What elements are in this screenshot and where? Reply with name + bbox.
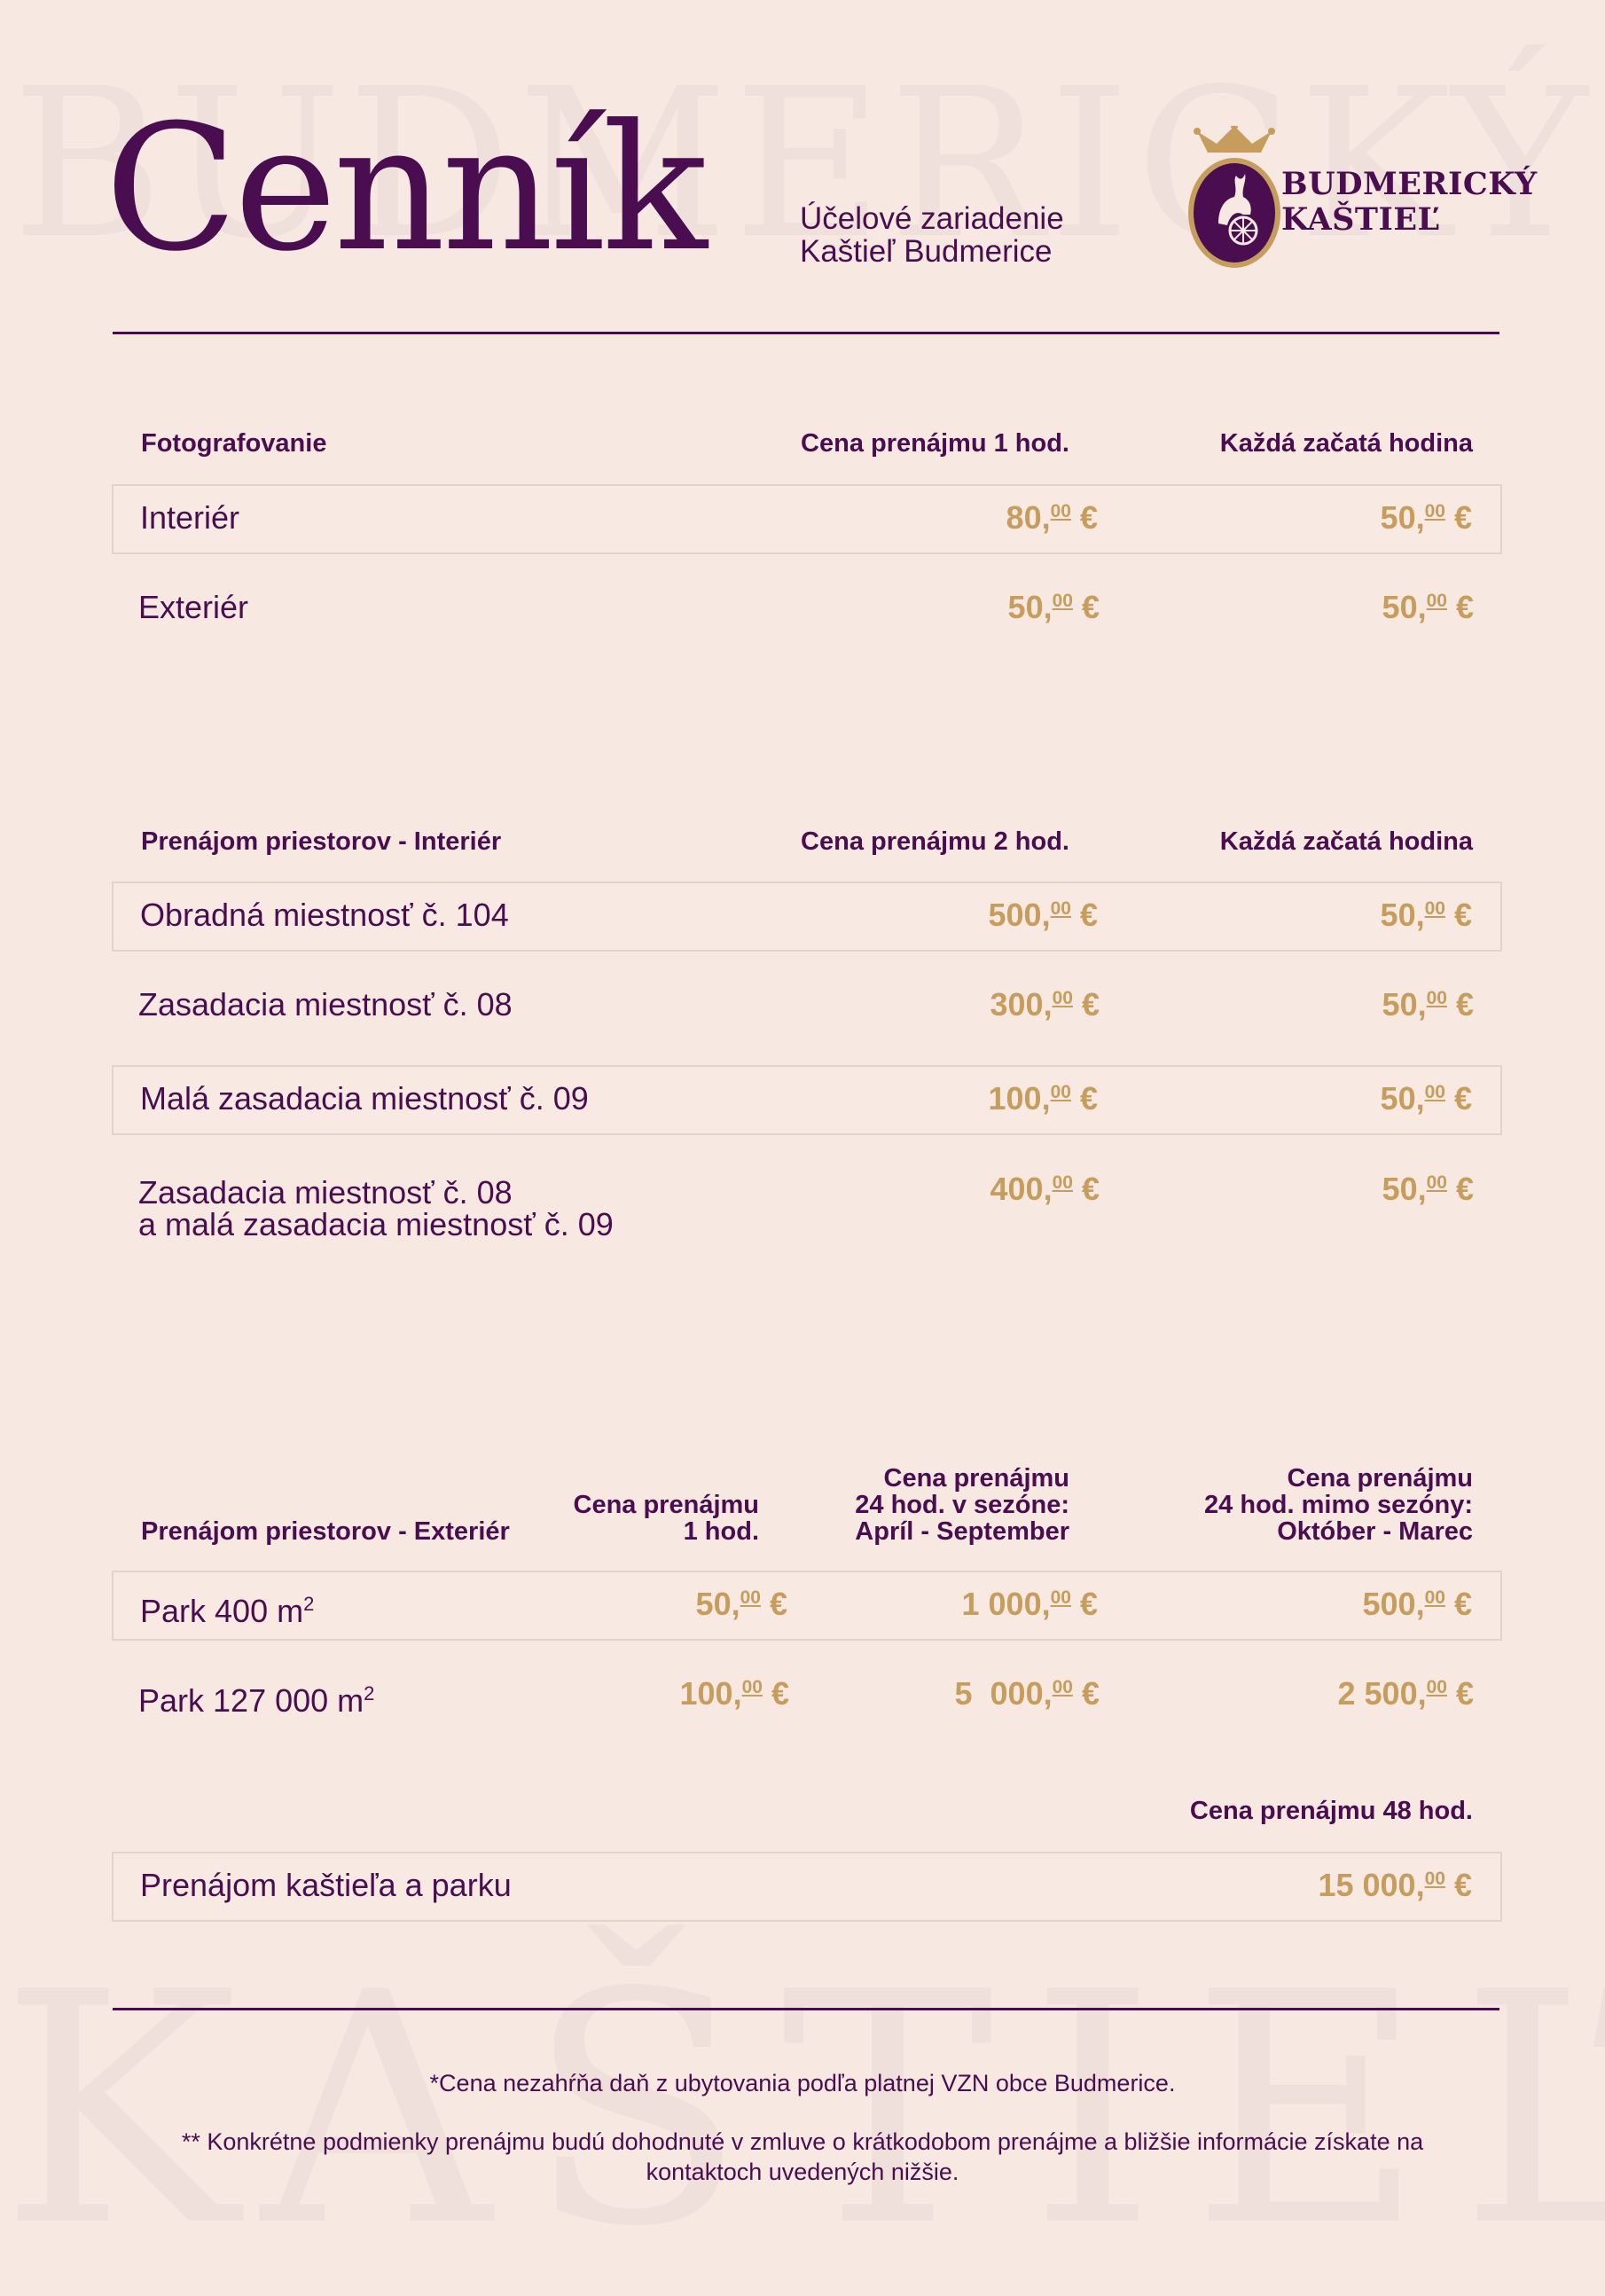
page-title: Cenník xyxy=(105,88,704,290)
footnote-2-line-2: kontaktoch uvedených nižšie. xyxy=(646,2159,959,2185)
price: 80,00 € xyxy=(1006,499,1098,536)
section-exterior-col3: Cena prenájmu 24 hod. mimo sezóny: Október - Marec xyxy=(1204,1464,1473,1546)
row-name: Zasadacia miestnosť č. 08 xyxy=(138,986,513,1023)
row-name xyxy=(138,1174,614,1242)
price: 50,00 € xyxy=(695,1586,787,1622)
row-name-line-1: Zasadacia miestnosť č. 08 xyxy=(138,1174,513,1211)
subtitle-line-2: Kaštieľ Budmerice xyxy=(800,234,1053,269)
price: 50,00 € xyxy=(1382,986,1474,1023)
table-row xyxy=(112,576,1502,646)
table-row xyxy=(112,1662,1502,1732)
row-name: Exteriér xyxy=(138,589,249,625)
price: 100,00 € xyxy=(988,1080,1098,1117)
table-row xyxy=(112,1065,1502,1135)
price: 15 000,00 € xyxy=(1318,1867,1472,1903)
price: 100,00 € xyxy=(679,1675,789,1712)
row-name: Malá zasadacia miestnosť č. 09 xyxy=(140,1080,589,1117)
price: 50,00 € xyxy=(1007,589,1100,625)
price: 500,00 € xyxy=(1362,1586,1472,1622)
castle-logo-icon xyxy=(1172,126,1296,268)
table-row xyxy=(112,484,1502,554)
row-name: Obradná miestnosť č. 104 xyxy=(140,897,509,933)
section-interior-col1: Cena prenájmu 2 hod. xyxy=(801,827,1069,856)
section-exterior-title: Prenájom priestorov - Exteriér xyxy=(141,1517,510,1546)
row-name: Interiér xyxy=(140,499,240,536)
brand-line-2: KAŠTIEĽ xyxy=(1281,201,1440,238)
table-row xyxy=(112,1852,1502,1922)
price: 50,00 € xyxy=(1382,1171,1474,1207)
price: 50,00 € xyxy=(1380,1080,1472,1117)
table-row xyxy=(112,973,1502,1043)
subtitle-line-1: Účelové zariadenie xyxy=(800,201,1064,236)
section-interior-col2: Každá začatá hodina xyxy=(1219,827,1473,856)
section-castle-col: Cena prenájmu 48 hod. xyxy=(1189,1797,1473,1825)
footnote-2-line-1: ** Konkrétne podmienky prenájmu budú dohodnuté v zmluve o krátkodobom prenájme a bližšie informácie získate na xyxy=(181,2128,1424,2155)
price: 50,00 € xyxy=(1380,499,1472,536)
price: 1 000,00 € xyxy=(961,1586,1098,1622)
header-divider xyxy=(113,332,1499,334)
table-row xyxy=(112,1157,1502,1255)
section-exterior-col2: Cena prenájmu 24 hod. v sezóne: Apríl - September xyxy=(855,1464,1069,1546)
footnote-1: *Cena nezahŕňa daň z ubytovania podľa platnej VZN obce Budmerice. xyxy=(429,2070,1176,2096)
row-name: Park 400 $m^2$ xyxy=(140,1593,315,1629)
row-name-line-2: a malá zasadacia miestnosť č. 09 xyxy=(138,1206,614,1242)
section-interior-title: Prenájom priestorov - Interiér xyxy=(141,827,502,856)
footnote-2 xyxy=(0,2127,1605,2187)
footer-divider xyxy=(113,2008,1499,2010)
brand-name xyxy=(1281,167,1538,238)
table-row xyxy=(112,882,1502,952)
section-photo-col2: Každá začatá hodina xyxy=(1219,429,1473,458)
watermark-bottom xyxy=(0,1924,1605,2296)
row-name: Park 127 000 $m^2$ xyxy=(138,1682,375,1719)
price: 5 000,00 € xyxy=(954,1675,1100,1712)
subtitle xyxy=(800,202,1064,268)
section-photo-title: Fotografovanie xyxy=(141,429,327,458)
brand-line-1: BUDMERICKÝ xyxy=(1281,166,1538,202)
price: 500,00 € xyxy=(988,897,1098,933)
price: 50,00 € xyxy=(1382,589,1474,625)
row-name: Prenájom kaštieľa a parku xyxy=(140,1867,512,1903)
section-exterior-col1: Cena prenájmu 1 hod. xyxy=(573,1491,759,1546)
price: 300,00 € xyxy=(990,986,1100,1023)
price: 400,00 € xyxy=(990,1171,1100,1207)
price: 2 500,00 € xyxy=(1337,1675,1474,1712)
price: 50,00 € xyxy=(1380,897,1472,933)
section-photo-col1: Cena prenájmu 1 hod. xyxy=(801,429,1069,458)
table-row xyxy=(112,1571,1502,1641)
